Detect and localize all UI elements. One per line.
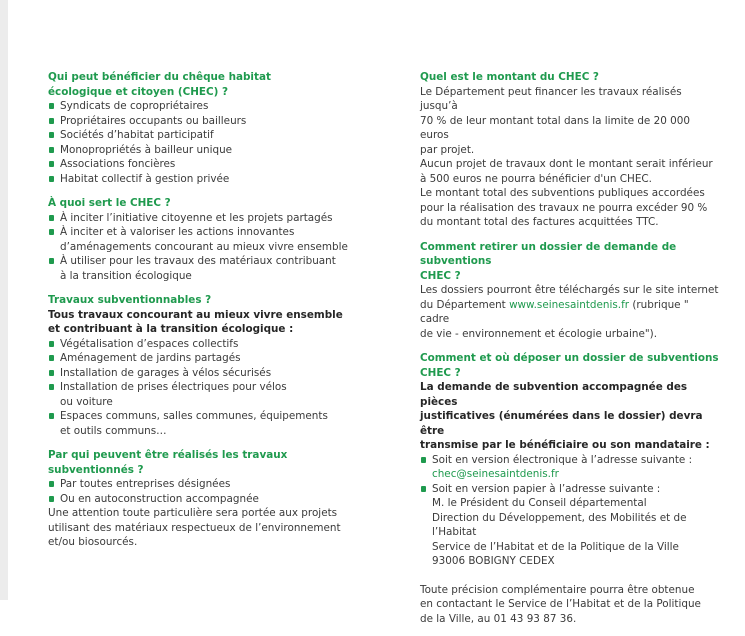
who-works-note: Une attention toute particulière sera portée aux projets utilisant des matériaux respectueux de l’environnement et/ou biosourcés. <box>48 507 341 548</box>
bullet-icon <box>49 161 54 167</box>
spacer <box>420 569 720 583</box>
section-works <box>48 293 348 438</box>
works-lead: Tous travaux concourant au mieux vivre ensemble et contribuant à la transition écologique : <box>48 308 343 335</box>
retrieve-paragraph: Les dossiers pourront être téléchargés sur le site internet du Département www.seinesaintdenis.fr (rubrique " cadre de vie - environnement et écologie urbaine"). <box>420 284 719 340</box>
list-item: À inciter l’initiative citoyenne et les projets partagés <box>48 211 348 226</box>
heading-retrieve: Comment retirer un dossier de demande de subventions CHEC ? <box>420 240 677 282</box>
amount-paragraph: Le Département peut financer les travaux réalisés jusqu’à 70 % de leur montant total dans la limite de 20 000 euros par projet. <box>420 85 690 156</box>
bullet-icon <box>421 457 426 463</box>
email-link[interactable]: chec@seinesaintdenis.fr <box>432 468 559 480</box>
amount-paragraph: Aucun projet de travaux dont le montant serait inférieur à 500 euros ne pourra bénéficier d'un CHEC. <box>420 158 713 185</box>
heading-works: Travaux subventionnables ? <box>48 294 212 306</box>
right-column <box>420 70 720 636</box>
bullet-icon <box>49 103 54 109</box>
list-works <box>48 337 348 439</box>
list-item: Sociétés d’habitat participatif <box>48 128 348 143</box>
list-item: Végétalisation d’espaces collectifs <box>48 337 348 352</box>
list-item: À utiliser pour les travaux des matériaux contribuant à la transition écologique <box>48 254 348 283</box>
list-purpose <box>48 211 348 284</box>
heading-purpose: À quoi sert le CHEC ? <box>48 197 171 209</box>
heading-submit: Comment et où déposer un dossier de subventions CHEC ? <box>420 352 719 379</box>
bullet-icon <box>49 176 54 182</box>
section-amount <box>420 70 720 230</box>
list-submit <box>420 453 720 497</box>
list-item: Par toutes entreprises désignées <box>48 477 348 492</box>
address-line: 93006 BOBIGNY CEDEX <box>432 555 555 567</box>
heading-who-works: Par qui peuvent être réalisés les travaux subventionnés ? <box>48 449 288 476</box>
submit-lead: La demande de subvention accompagnée des pièces justificatives (énumérées dans le dossier) devra être transmise par le bénéficiaire ou son mandataire : <box>420 381 710 451</box>
website-link[interactable]: www.seinesaintdenis.fr <box>509 298 630 311</box>
postal-address <box>420 496 720 569</box>
list-item: Associations foncières <box>48 157 348 172</box>
list-item: Installation de garages à vélos sécurisés <box>48 366 348 381</box>
closing-paragraph: Toute précision complémentaire pourra être obtenue en contactant le Service de l’Habitat et de la Politique de la Ville, au 01 43 93 87 36. <box>420 583 701 625</box>
bullet-icon <box>49 355 54 361</box>
bullet-icon <box>49 215 54 221</box>
address-line: Service de l’Habitat et de la Politique de la Ville <box>432 540 679 553</box>
address-line: Direction du Développement, des Mobilités et de l’Habitat <box>432 511 687 538</box>
section-who-works <box>48 448 348 550</box>
list-who-works <box>48 477 348 506</box>
section-submit <box>420 351 720 626</box>
list-item: Soit en version électronique à l’adresse suivante : chec@seinesaintdenis.fr <box>420 453 720 482</box>
list-item: Habitat collectif à gestion privée <box>48 172 348 187</box>
bullet-icon <box>49 118 54 124</box>
section-purpose <box>48 196 348 283</box>
list-item: Syndicats de copropriétaires <box>48 99 348 114</box>
bullet-icon <box>49 229 54 235</box>
list-beneficiaries <box>48 99 348 186</box>
section-beneficiaries <box>48 70 348 186</box>
address-line: M. le Président du Conseil départemental <box>432 497 647 509</box>
bullet-icon <box>49 132 54 138</box>
list-item: Aménagement de jardins partagés <box>48 351 348 366</box>
bullet-icon <box>49 496 54 502</box>
heading-beneficiaries: Qui peut bénéficier du chêque habitat écologique et citoyen (CHEC) ? <box>48 71 271 98</box>
left-column <box>48 70 348 560</box>
bullet-icon <box>49 413 54 419</box>
list-item: Soit en version papier à l’adresse suivante : <box>420 482 720 497</box>
bullet-icon <box>49 341 54 347</box>
list-item: Installation de prises électriques pour vélos ou voiture <box>48 380 348 409</box>
bullet-icon <box>421 486 426 492</box>
list-item: Propriétaires occupants ou bailleurs <box>48 114 348 129</box>
bullet-icon <box>49 481 54 487</box>
bullet-icon <box>49 147 54 153</box>
amount-paragraph: Le montant total des subventions publiques accordées pour la réalisation des travaux ne pourra excéder 90 % du montant total des factures acquittées TTC. <box>420 187 708 228</box>
bullet-icon <box>49 384 54 390</box>
bullet-icon <box>49 258 54 264</box>
list-item: Espaces communs, salles communes, équipements et outils communs… <box>48 409 348 438</box>
page-edge-rule <box>0 0 8 600</box>
list-item: Monopropriétés à bailleur unique <box>48 143 348 158</box>
list-item: Ou en autoconstruction accompagnée <box>48 492 348 507</box>
heading-amount: Quel est le montant du CHEC ? <box>420 71 599 83</box>
section-retrieve <box>420 240 720 342</box>
bullet-icon <box>49 370 54 376</box>
list-item: À inciter et à valoriser les actions innovantes d’aménagements concourant au mieux vivre ensemble <box>48 225 348 254</box>
